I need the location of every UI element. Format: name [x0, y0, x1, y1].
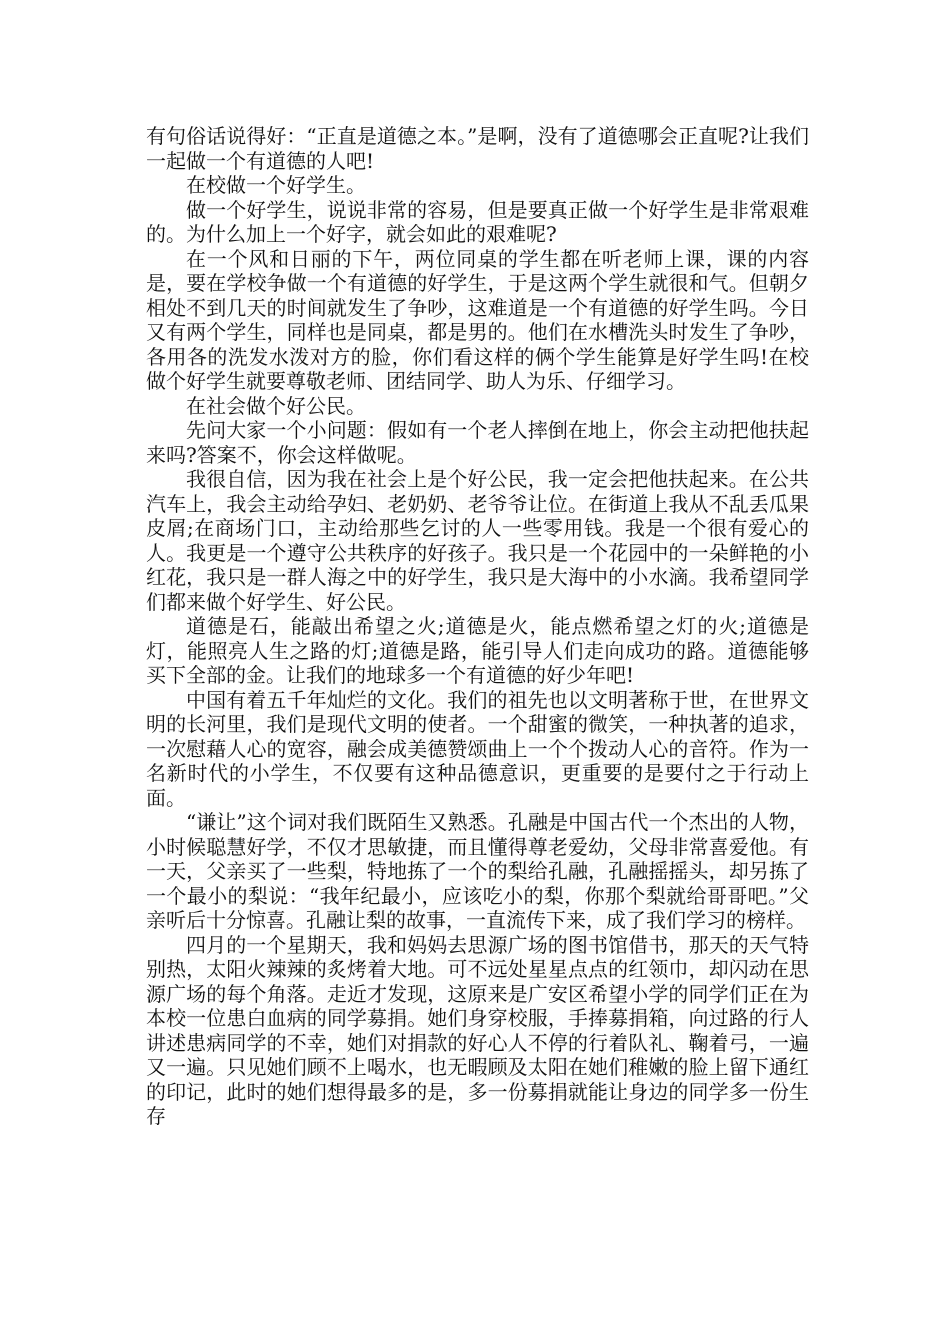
paragraph-10: “谦让”这个词对我们既陌生又熟悉。孔融是中国古代一个杰出的人物，小时候聪慧好学，不仅才思敏捷，而且懂得尊老爱幼，父母非常喜爱他。有一天，父亲买了一些梨，特地拣了一个的梨给孔融，孔融摇摇头，却另拣了一个最小的梨说：“我年纪最小，应该吃小的梨，你那个梨就给哥哥吧。”父亲听后十分惊喜。孔融让梨的故事，一直流传下来，成了我们学习的榜样。 [146, 810, 809, 932]
document-body [146, 124, 809, 1129]
paragraph-3: 做一个好学生，说说非常的容易，但是要真正做一个好学生是非常艰难的。为什么加上一个好字，就会如此的艰难呢? [146, 197, 809, 246]
paragraph-5: 在社会做个好公民。 [186, 393, 366, 418]
paragraph-7: 我很自信，因为我在社会上是个好公民，我一定会把他扶起来。在公共汽车上，我会主动给孕妇、老奶奶、老爷爷让位。在街道上我从不乱丢瓜果皮屑;在商场门口，主动给那些乞讨的人一些零用钱。我是一个很有爱心的人。我更是一个遵守公共秩序的好孩子。我只是一个花园中的一朵鲜艳的小红花，我只是一群人海之中的好学生，我只是大海中的小水滴。我希望同学们都来做个好学生、好公民。 [146, 467, 809, 614]
paragraph-2: 在校做一个好学生。 [186, 173, 366, 197]
paragraph-4: 在一个风和日丽的下午，两位同桌的学生都在听老师上课，课的内容是，要在学校争做一个有道德的好学生，于是这两个学生就很和气。但朝夕相处不到几天的时间就发生了争吵，这难道是一个有道德的好学生吗。今日又有两个学生，同样也是同桌，都是男的。他们在水槽洗头时发生了争吵，各用各的洗发水泼对方的脸，你们看这样的俩个学生能算是好学生吗!在校做个好学生就要尊敬老师、团结同学、助人为乐、仔细学习。 [146, 246, 809, 393]
paragraph-11: 四月的一个星期天，我和妈妈去思源广场的图书馆借书，那天的天气特别热，太阳火辣辣的炙烤着大地。可不远处星星点点的红领巾，却闪动在思源广场的每个角落。走近才发现，这原来是广安区希望小学的同学们正在为本校一位患白血病的同学募捐。她们身穿校服，手捧募捐箱，向过路的行人讲述患病同学的不幸，她们对捐款的好心人不停的行着队礼、鞠着弓，一遍又一遍。只见她们顾不上喝水，也无暇顾及太阳在她们稚嫩的脸上留下通红的印记，此时的她们想得最多的是，多一份募捐就能让身边的同学多一份生存 [146, 932, 809, 1128]
paragraph-8: 道德是石，能敲出希望之火;道德是火，能点燃希望之灯的火;道德是灯，能照亮人生之路的灯;道德是路，能引导人们走向成功的路。道德能够买下全部的金。让我们的地球多一个有道德的好少年吧! [146, 614, 809, 687]
paragraph-6: 先问大家一个小问题：假如有一个老人摔倒在地上，你会主动把他扶起来吗?答案不，你会这样做呢。 [146, 418, 809, 467]
paragraph-9: 中国有着五千年灿烂的文化。我们的祖先也以文明著称于世，在世界文明的长河里，我们是现代文明的使者。一个甜蜜的微笑，一种执著的追求，一次慰藉人心的宽容，融会成美德赞颂曲上一个个拨动人心的音符。作为一名新时代的小学生，不仅要有这种品德意识，更重要的是要付之于行动上面。 [146, 687, 809, 810]
paragraph-1: 有句俗话说得好：“正直是道德之本。”是啊，没有了道德哪会正直呢?让我们一起做一个有道德的人吧! [146, 124, 809, 173]
